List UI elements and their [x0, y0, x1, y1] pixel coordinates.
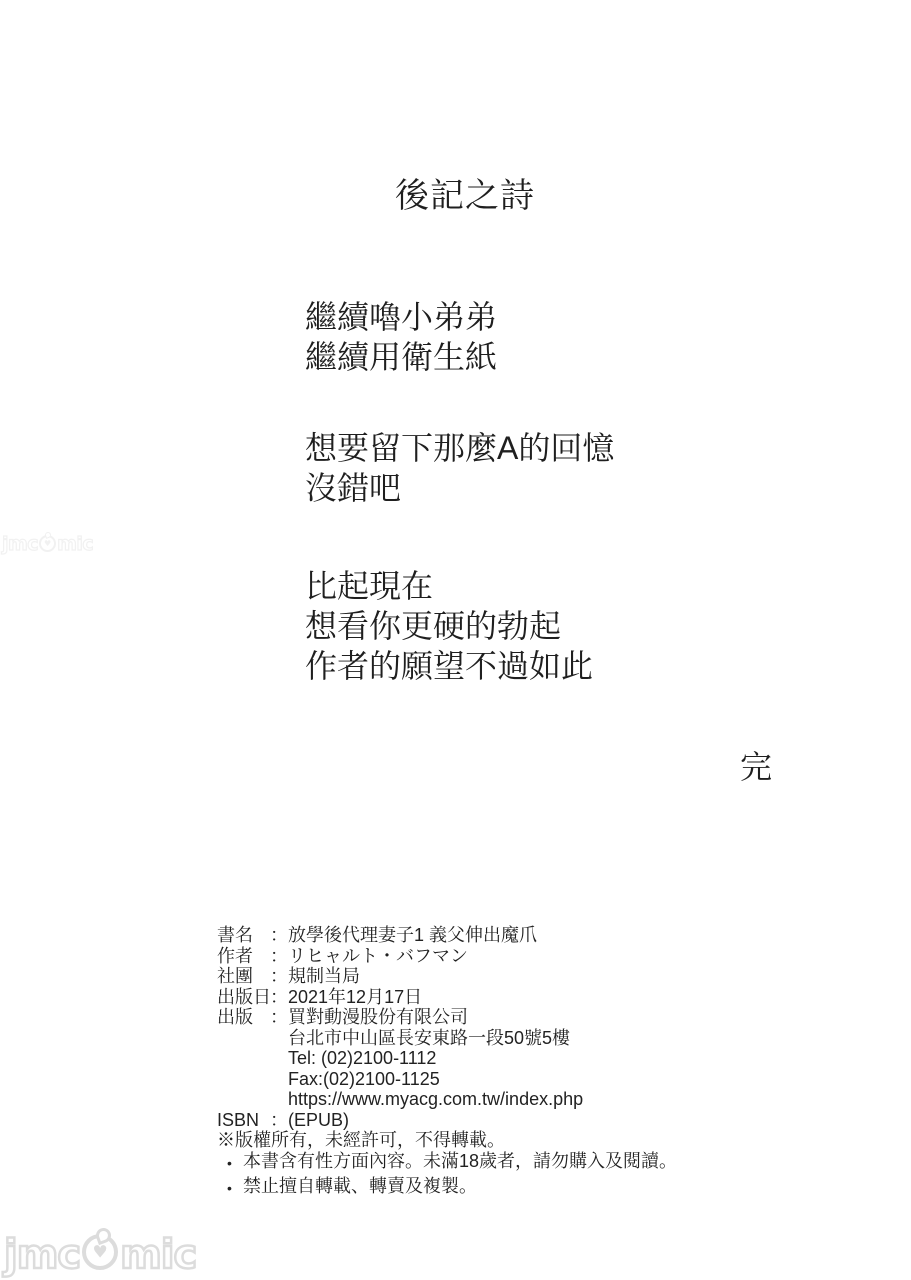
- info-label: ISBN: [217, 1109, 260, 1130]
- bullet-icon: •: [227, 1155, 232, 1171]
- heart-icon: ♥: [92, 1242, 108, 1263]
- info-colon: ：: [270, 966, 288, 986]
- info-row-publisher: [217, 1007, 583, 1028]
- watermark-text-left: jmc: [2, 533, 39, 555]
- info-label: 書名: [217, 925, 253, 945]
- mascot-icon: [39, 535, 56, 552]
- info-colon: ：: [270, 945, 288, 966]
- info-row-circle: [217, 966, 583, 987]
- info-label: 出版: [217, 1007, 253, 1027]
- isbn-value: (EPUB): [288, 1109, 350, 1130]
- notice-adult-warning: [227, 1150, 677, 1175]
- publisher-tel: Tel: (02)2100-1112: [288, 1048, 437, 1068]
- mascot-tuft-icon: [44, 531, 52, 539]
- poem-line: 繼續嚕小弟弟: [305, 299, 498, 335]
- poem-line: 想看你更硬的勃起: [305, 608, 562, 644]
- jmcomic-watermark-mid: [2, 533, 93, 555]
- publisher-value: 買對動漫股份有限公司: [288, 1007, 468, 1027]
- info-row-book-title: [217, 925, 583, 946]
- info-row-isbn: [217, 1110, 583, 1131]
- poem-line: 比起現在: [305, 568, 434, 604]
- heart-icon: ♥: [43, 538, 52, 548]
- info-label: 社團: [217, 966, 253, 986]
- circle-value: 規制当局: [288, 966, 360, 986]
- author-value: リヒャルト・バフマン: [288, 945, 468, 966]
- info-row-author: [217, 946, 583, 967]
- notice-no-reproduction: [227, 1175, 677, 1200]
- poem-stanza-2: [305, 428, 614, 508]
- info-colon: ：: [270, 1109, 288, 1130]
- watermark-text-right: mic: [120, 1232, 197, 1278]
- info-colon: ：: [270, 986, 288, 1007]
- pubdate-value: 2021年12月17日: [288, 986, 423, 1007]
- poem-title: 後記之詩: [395, 177, 535, 215]
- info-colon: ：: [270, 925, 288, 945]
- publisher-url: https://www.myacg.com.tw/index.php: [288, 1089, 584, 1109]
- poem-line: 想要留下那麼A的回憶: [305, 430, 615, 466]
- warning-notices: [227, 1150, 677, 1200]
- end-mark: 完: [740, 749, 773, 785]
- info-label: 出版日: [217, 986, 271, 1007]
- jmcomic-watermark-bottom: [4, 1232, 196, 1278]
- poem-stanza-1: [305, 297, 497, 377]
- publisher-address: 台北市中山區長安東路一段50號5樓: [288, 1027, 571, 1048]
- book-title-value: 放學後代理妻子1 義父伸出魔爪: [288, 925, 538, 945]
- poem-line: 繼續用衛生紙: [305, 339, 498, 375]
- poem-line: 作者的願望不過如此: [305, 648, 594, 684]
- publisher-fax: Fax:(02)2100-1125: [288, 1068, 440, 1089]
- bullet-icon: •: [227, 1180, 232, 1196]
- info-label: 作者: [217, 945, 253, 966]
- publication-info: [217, 925, 583, 1151]
- info-row-pubdate: [217, 987, 583, 1008]
- watermark-text-right: mic: [57, 533, 94, 555]
- poem-stanza-3: [305, 566, 593, 686]
- watermark-text-left: jmc: [4, 1232, 81, 1278]
- notice-text: 本書含有性方面內容。未滿18歲者，請勿購入及閱讀。: [243, 1151, 678, 1171]
- mascot-icon: [82, 1234, 118, 1270]
- notice-text: 禁止擅自轉載、轉賣及複製。: [243, 1176, 477, 1196]
- poem-line: 沒錯吧: [305, 470, 402, 506]
- info-colon: ：: [270, 1007, 288, 1027]
- copyright-notice: ※版權所有，未經許可，不得轉載。: [217, 1130, 505, 1150]
